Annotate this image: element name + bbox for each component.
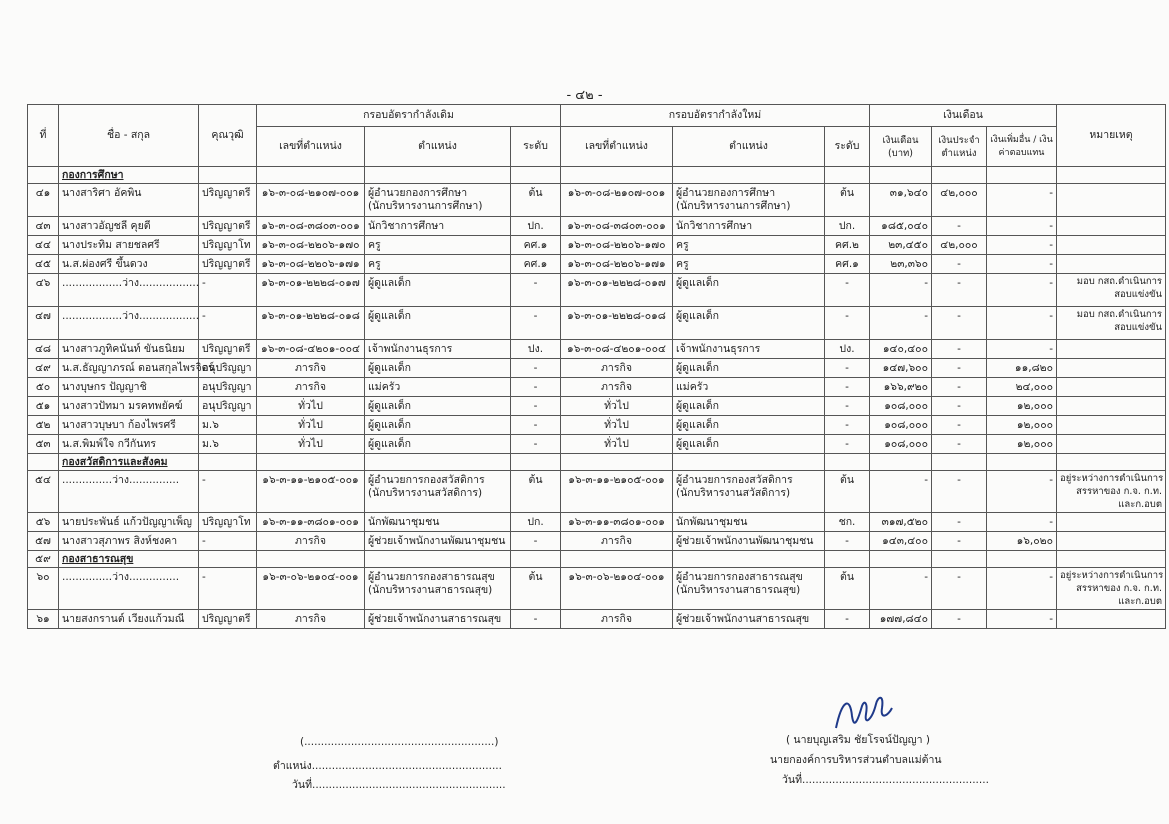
remark-text: อยู่ระหว่างการดำเนินการ <box>1060 473 1164 484</box>
allowance-amount: - <box>957 474 961 486</box>
old-level: - <box>533 438 538 450</box>
old-level: ปก. <box>527 220 544 232</box>
old-position-title: ผู้ช่วยเจ้าพนักงานพัฒนาชุมชน <box>368 535 506 547</box>
allowance-amount: - <box>957 516 961 528</box>
header-other-pay: เงินเพิ่มอื่น / เงินค่าตอบแทน <box>987 127 1057 167</box>
new-position-number: ภารกิจ <box>601 535 632 547</box>
new-position-title: ผู้อำนวยกองการศึกษา <box>676 187 776 199</box>
salary-amount: ๓๑๗,๕๒๐ <box>881 516 928 528</box>
header-old-position-no: เลขที่ตำแหน่ง <box>257 127 365 167</box>
row-number <box>28 167 59 184</box>
remark-text: สอบแข่งขัน <box>1114 322 1163 333</box>
old-level: - <box>533 419 538 431</box>
old-position-title: ผู้อำนวยกองการศึกษา <box>368 187 468 199</box>
old-position-title: ผู้ดูแลเด็ก <box>368 277 411 289</box>
new-position-title: นักวิชาการศึกษา <box>676 220 753 232</box>
other-pay-amount: ๑๒,๐๐๐ <box>1016 400 1054 412</box>
section-row <box>28 167 1166 184</box>
old-position-number: ๑๖-๓-๐๘-๒๒๐๖-๑๗๐ <box>261 239 360 251</box>
new-level: ปง. <box>839 343 855 355</box>
new-position-title: ครู <box>676 239 689 251</box>
new-level: ต้น <box>840 474 854 486</box>
new-position-number: ๑๖-๓-๐๘-๒๒๐๖-๑๗๐ <box>567 239 666 251</box>
new-level: ชก. <box>838 516 856 528</box>
new-position-title: ผู้ช่วยเจ้าพนักงานสาธารณสุข <box>676 613 810 625</box>
new-position-title: เจ้าพนักงานธุรการ <box>676 343 761 355</box>
other-pay-amount: - <box>1049 474 1054 486</box>
row-number: ๔๓ <box>35 220 51 232</box>
allowance-amount: - <box>957 535 961 547</box>
person-name: นางสาวปัทมา มรคทพยัคฆ์ <box>62 400 183 412</box>
header-name: ชื่อ - สกุล <box>59 105 199 167</box>
person-name: นางสาวอัญชลี คุยตี <box>62 220 151 232</box>
qualification: ปริญญาตรี <box>202 613 251 625</box>
qualification: - <box>202 277 206 289</box>
person-name: น.ส.ผ่องศรี ขึ้นดวง <box>62 258 148 270</box>
row-number: ๕๗ <box>35 535 51 547</box>
new-position-title: ผู้ดูแลเด็ก <box>676 438 719 450</box>
new-position-title: ผู้ดูแลเด็ก <box>676 400 719 412</box>
allowance-amount: - <box>957 571 961 583</box>
person-name: นางบุษกร ปัญญาชิ <box>62 381 147 393</box>
new-level: ปก. <box>838 220 856 232</box>
other-pay-amount: ๑๖,๐๒๐ <box>1016 535 1054 547</box>
new-position-title: ผู้อำนวยการกองสวัสดิการ <box>676 474 793 486</box>
row-number <box>28 454 59 471</box>
table-row <box>28 340 1166 359</box>
table-row <box>28 217 1166 236</box>
table-row <box>28 307 1166 340</box>
old-position-title: ผู้อำนวยการกองสาธารณสุข <box>368 571 495 583</box>
row-number: ๔๕ <box>35 258 51 270</box>
person-name: นางสาริศา อัคพิน <box>62 187 142 199</box>
old-position-number: ภารกิจ <box>295 362 326 374</box>
table-row <box>28 435 1166 454</box>
old-position-number: ทั่วไป <box>298 419 323 431</box>
person-name: นางประทิม สายชลศรี <box>62 239 160 251</box>
new-position-number: ทั่วไป <box>604 419 629 431</box>
header-new-position-no: เลขที่ตำแหน่ง <box>561 127 673 167</box>
other-pay-amount: - <box>1049 258 1054 270</box>
old-level: คศ.๑ <box>523 258 548 270</box>
header-new-level: ระดับ <box>825 127 870 167</box>
section-title: กองสาธารณสุข <box>62 552 134 565</box>
other-pay-amount: - <box>1049 571 1054 583</box>
other-pay-amount: ๑๑,๘๒๐ <box>1014 362 1054 374</box>
qualification: - <box>202 535 206 547</box>
new-position-number: ภารกิจ <box>601 362 632 374</box>
header-new-framework: กรอบอัตรากำลังใหม่ <box>561 105 870 127</box>
old-position-number: ภารกิจ <box>295 381 326 393</box>
old-position-number: ทั่วไป <box>298 438 323 450</box>
remark-text: มอบ กสถ.ดำเนินการ <box>1076 276 1163 287</box>
table-row <box>28 513 1166 532</box>
old-level: - <box>533 400 538 412</box>
new-level: - <box>845 381 849 393</box>
old-position-subtitle: (นักบริหารงานสวัสดิการ) <box>368 487 483 499</box>
salary-amount: ๑๗๗,๘๔๐ <box>879 613 928 625</box>
right-signer-position: นายกองค์การบริหารส่วนตำบลแม่ต้าน <box>770 754 942 766</box>
remark-text: สรรหาของ ก.จ. ก.ท. <box>1076 583 1163 594</box>
qualification: ปริญญาตรี <box>202 220 251 232</box>
remark-text: สอบแข่งขัน <box>1114 289 1163 300</box>
allowance-amount: - <box>957 419 961 431</box>
person-name: น.ส.ธัญญาภรณ์ ดอนสกุลไพรจิตร์ <box>62 362 215 374</box>
old-position-number: ๑๖-๓-๑๑-๒๑๐๕-๐๐๑ <box>262 474 359 486</box>
salary-amount: ๑๖๖,๙๒๐ <box>883 381 928 393</box>
salary-amount: ๑๘๕,๐๔๐ <box>881 220 928 232</box>
qualification: ปริญญาโท <box>202 516 251 528</box>
header-no: ที่ <box>28 105 59 167</box>
qualification: ปริญญาตรี <box>202 187 251 199</box>
old-position-title: แม่ครัว <box>368 381 401 393</box>
row-number: ๕๒ <box>35 419 51 431</box>
page-number: - ๔๒ - <box>566 88 603 103</box>
qualification: - <box>202 571 206 583</box>
new-level: - <box>845 535 849 547</box>
old-position-number: ๑๖-๓-๐๑-๒๒๒๘-๐๑๘ <box>261 310 360 322</box>
old-position-number: ๑๖-๓-๐๑-๒๒๒๘-๐๑๗ <box>261 277 360 289</box>
allowance-amount: - <box>957 277 961 289</box>
new-level: คศ.๑ <box>835 258 859 270</box>
remark-text: มอบ กสถ.ดำเนินการ <box>1076 309 1163 320</box>
row-number: ๖๑ <box>36 613 50 625</box>
old-position-title: ผู้อำนวยการกองสวัสดิการ <box>368 474 485 486</box>
new-position-number: ทั่วไป <box>604 438 629 450</box>
new-position-title: ผู้ดูแลเด็ก <box>676 362 719 374</box>
new-level: - <box>845 362 849 374</box>
row-number: ๕๑ <box>35 400 51 412</box>
new-level: - <box>845 419 849 431</box>
allowance-amount: - <box>957 343 961 355</box>
right-signer-date: วันที่........................................................ <box>782 774 989 786</box>
allowance-amount: - <box>957 258 961 270</box>
other-pay-amount: - <box>1049 343 1054 355</box>
salary-amount: - <box>924 571 928 583</box>
remark-text: อยู่ระหว่างการดำเนินการ <box>1060 570 1164 581</box>
left-signer-name: (.........................................................) <box>300 736 499 748</box>
old-position-title: เจ้าพนักงานธุรการ <box>368 343 453 355</box>
table-row <box>28 532 1166 551</box>
qualification: - <box>202 474 206 486</box>
person-name: ...............ว่าง............... <box>62 474 180 486</box>
old-position-subtitle: (นักบริหารงานสาธารณสุข) <box>368 584 493 596</box>
table-row <box>28 274 1166 307</box>
allowance-amount: - <box>957 438 961 450</box>
new-level: ต้น <box>840 571 854 583</box>
new-level: ต้น <box>840 187 854 199</box>
qualification: ปริญญาตรี <box>202 343 251 355</box>
allowance-amount: - <box>957 310 961 322</box>
other-pay-amount: - <box>1049 310 1054 322</box>
remark-text: และก.อบต <box>1118 596 1163 607</box>
old-position-title: ผู้ดูแลเด็ก <box>368 419 411 431</box>
header-old-level: ระดับ <box>511 127 561 167</box>
qualification: ม.๖ <box>202 419 219 431</box>
old-position-number: ๑๖-๓-๐๘-๒๑๐๗-๐๐๑ <box>261 187 360 199</box>
new-position-title: นักพัฒนาชุมชน <box>676 516 748 528</box>
remark-text: สรรหาของ ก.จ. ก.ท. <box>1076 486 1163 497</box>
row-number: ๕๓ <box>35 438 51 450</box>
qualification: ปริญญาตรี <box>202 258 251 270</box>
table-row <box>28 236 1166 255</box>
other-pay-amount: ๑๒,๐๐๐ <box>1016 419 1054 431</box>
left-signer-date: วันที่.......................................................... <box>292 779 506 791</box>
new-level: คศ.๒ <box>835 239 859 251</box>
new-position-number: ๑๖-๓-๐๖-๒๑๐๔-๐๐๑ <box>568 571 665 583</box>
row-number: ๕๔ <box>35 474 51 486</box>
person-name: นายประพันธ์ แก้วปัญญาเพ็ญ <box>62 516 192 528</box>
old-level: - <box>533 613 538 625</box>
old-position-number: ภารกิจ <box>295 613 326 625</box>
old-position-number: ๑๖-๓-๐๘-๓๘๐๓-๐๐๑ <box>261 220 360 232</box>
old-level: ต้น <box>528 187 543 199</box>
old-level: คศ.๑ <box>523 239 548 251</box>
salary-amount: ๑๔๓,๔๐๐ <box>882 535 928 547</box>
new-position-title: ผู้ดูแลเด็ก <box>676 310 719 322</box>
table-row <box>28 568 1166 610</box>
row-number: ๔๑ <box>35 187 51 199</box>
person-name: นางสาวสุภาพร สิงห์ชงคา <box>62 535 178 547</box>
old-level: ต้น <box>528 474 543 486</box>
other-pay-amount: - <box>1049 613 1054 625</box>
qualification: ปริญญาโท <box>202 239 251 251</box>
person-name: ..................ว่าง.................. <box>62 277 200 289</box>
right-signer-name: ( นายบุญเสริม ชัยโรจน์ปัญญา ) <box>786 734 930 746</box>
salary-amount: ๒๓,๔๕๐ <box>888 239 928 251</box>
old-position-title: ผู้ดูแลเด็ก <box>368 310 411 322</box>
old-position-title: ครู <box>368 239 381 251</box>
table-row <box>28 359 1166 378</box>
person-name: นางสาวบุษบา ก้องไพรศรี <box>62 419 176 431</box>
old-position-title: นักวิชาการศึกษา <box>368 220 445 232</box>
salary-amount: ๑๔๗,๖๐๐ <box>882 362 928 374</box>
old-position-title: นักพัฒนาชุมชน <box>368 516 440 528</box>
new-level: - <box>845 310 849 322</box>
new-level: - <box>845 277 849 289</box>
old-position-title: ผู้ดูแลเด็ก <box>368 362 411 374</box>
salary-amount: ๑๐๘,๐๐๐ <box>884 419 928 431</box>
old-level: - <box>533 362 538 374</box>
new-position-number: ๑๖-๓-๐๘-๓๘๐๓-๐๐๑ <box>567 220 666 232</box>
new-position-number: ๑๖-๓-๐๑-๒๒๒๘-๐๑๘ <box>567 310 666 322</box>
salary-amount: - <box>924 277 928 289</box>
row-number: ๕๙ <box>28 551 59 568</box>
person-name: นางสาวภูทิคนันท์ ขันธนิยม <box>62 343 185 355</box>
qualification: อนุปริญญา <box>202 400 252 412</box>
row-number: ๔๔ <box>35 239 51 251</box>
new-position-title: ครู <box>676 258 689 270</box>
qualification: อนุปริญญา <box>202 362 252 374</box>
new-position-number: ๑๖-๓-๑๑-๒๑๐๕-๐๐๑ <box>568 474 665 486</box>
other-pay-amount: - <box>1049 220 1054 232</box>
old-level: ปก. <box>527 516 544 528</box>
header-new-position: ตำแหน่ง <box>673 127 825 167</box>
table-row <box>28 255 1166 274</box>
new-position-title: ผู้ดูแลเด็ก <box>676 419 719 431</box>
allowance-amount: - <box>957 613 961 625</box>
old-level: - <box>533 535 538 547</box>
header-salary-group: เงินเดือน <box>870 105 1057 127</box>
table-row <box>28 471 1166 513</box>
table-row <box>28 378 1166 397</box>
new-position-title: แม่ครัว <box>676 381 709 393</box>
allowance-amount: - <box>957 381 961 393</box>
new-position-subtitle: (นักบริหารงานสาธารณสุข) <box>676 584 801 596</box>
other-pay-amount: ๒๔,๐๐๐ <box>1015 381 1054 393</box>
new-position-title: ผู้อำนวยการกองสาธารณสุข <box>676 571 803 583</box>
header-salary: เงินเดือน (บาท) <box>870 127 932 167</box>
header-qualification: คุณวุฒิ <box>199 105 257 167</box>
qualification: - <box>202 310 206 322</box>
row-number: ๔๗ <box>35 310 51 322</box>
new-position-number: ๑๖-๓-๐๘-๒๑๐๗-๐๐๑ <box>567 187 666 199</box>
row-number: ๕๐ <box>35 381 51 393</box>
new-position-number: ๑๖-๓-๑๑-๓๘๐๑-๐๐๑ <box>568 516 665 528</box>
allowance-amount: - <box>957 362 961 374</box>
section-title: กองการศึกษา <box>62 168 124 181</box>
other-pay-amount: - <box>1049 239 1054 251</box>
new-position-number: ๑๖-๓-๐๘-๔๒๐๑-๐๐๔ <box>567 343 666 355</box>
table-row <box>28 397 1166 416</box>
table-row <box>28 184 1166 217</box>
allowance-amount: ๔๒,๐๐๐ <box>940 239 978 251</box>
old-position-number: ภารกิจ <box>295 535 326 547</box>
header-remark: หมายเหตุ <box>1057 105 1166 167</box>
salary-amount: - <box>924 474 928 486</box>
allowance-amount: - <box>957 220 961 232</box>
new-position-title: ผู้ช่วยเจ้าพนักงานพัฒนาชุมชน <box>676 535 814 547</box>
section-title: กองสวัสดิการและสังคม <box>62 455 168 468</box>
row-number: ๕๖ <box>35 516 51 528</box>
old-position-title: ครู <box>368 258 381 270</box>
old-position-title: ผู้ช่วยเจ้าพนักงานสาธารณสุข <box>368 613 502 625</box>
old-position-title: ผู้ดูแลเด็ก <box>368 438 411 450</box>
new-position-number: ภารกิจ <box>601 381 632 393</box>
old-level: - <box>533 277 538 289</box>
old-position-number: ๑๖-๓-๐๖-๒๑๐๔-๐๐๑ <box>262 571 359 583</box>
old-level: ต้น <box>528 571 543 583</box>
salary-amount: ๑๐๘,๐๐๐ <box>884 438 928 450</box>
other-pay-amount: ๑๒,๐๐๐ <box>1016 438 1054 450</box>
person-name: น.ส.พิมพ์ใจ กวีกันทร <box>62 438 156 450</box>
salary-amount: ๓๑,๖๔๐ <box>889 187 928 199</box>
old-level: ปง. <box>527 343 544 355</box>
new-position-number: ภารกิจ <box>601 613 632 625</box>
salary-amount: - <box>924 310 928 322</box>
new-level: - <box>845 438 849 450</box>
table-row <box>28 610 1166 629</box>
row-number: ๔๖ <box>35 277 51 289</box>
qualification: อนุปริญญา <box>202 381 252 393</box>
remark-text: และก.อบต <box>1118 499 1163 510</box>
old-position-number: ๑๖-๓-๐๘-๔๒๐๑-๐๐๔ <box>261 343 360 355</box>
row-number: ๔๙ <box>35 362 51 374</box>
table-row <box>28 416 1166 435</box>
new-position-number: ๑๖-๓-๐๑-๒๒๒๘-๐๑๗ <box>567 277 666 289</box>
header-old-position: ตำแหน่ง <box>365 127 511 167</box>
header-allowance: เงินประจำ ตำแหน่ง <box>932 127 987 167</box>
person-name: ..................ว่าง.................. <box>62 310 200 322</box>
section-row <box>28 454 1166 471</box>
new-position-number: ทั่วไป <box>604 400 629 412</box>
new-position-subtitle: (นักบริหารงานสวัสดิการ) <box>676 487 791 499</box>
salary-amount: ๑๔๐,๔๐๐ <box>882 343 928 355</box>
person-name: นายสงกรานต์ เวียงแก้วมณี <box>62 613 185 625</box>
old-position-number: ทั่วไป <box>298 400 323 412</box>
left-signer-position: ตำแหน่ง......................................................... <box>273 760 502 772</box>
other-pay-amount: - <box>1049 277 1054 289</box>
row-number: ๖๐ <box>36 571 50 583</box>
new-level: - <box>845 613 849 625</box>
header-old-framework: กรอบอัตรากำลังเดิม <box>257 105 561 127</box>
salary-amount: ๒๓,๓๖๐ <box>890 258 928 270</box>
old-position-number: ๑๖-๓-๐๘-๒๒๐๖-๑๗๑ <box>261 258 360 270</box>
new-level: - <box>845 400 849 412</box>
row-number: ๔๘ <box>34 343 52 355</box>
old-position-number: ๑๖-๓-๑๑-๓๘๐๑-๐๐๑ <box>262 516 359 528</box>
new-position-number: ๑๖-๓-๐๘-๒๒๐๖-๑๗๑ <box>567 258 666 270</box>
allowance-amount: - <box>957 400 961 412</box>
new-position-subtitle: (นักบริหารงานการศึกษา) <box>676 200 791 212</box>
qualification: ม.๖ <box>202 438 219 450</box>
person-name: ...............ว่าง............... <box>62 571 180 583</box>
salary-amount: ๑๐๘,๐๐๐ <box>884 400 928 412</box>
old-level: - <box>533 310 538 322</box>
allowance-amount: ๔๒,๐๐๐ <box>940 187 978 199</box>
other-pay-amount: - <box>1049 516 1054 528</box>
old-position-subtitle: (นักบริหารงานการศึกษา) <box>368 200 483 212</box>
old-level: - <box>533 381 538 393</box>
new-position-title: ผู้ดูแลเด็ก <box>676 277 719 289</box>
old-position-title: ผู้ดูแลเด็ก <box>368 400 411 412</box>
other-pay-amount: - <box>1049 187 1054 199</box>
staff-table <box>27 104 1166 629</box>
section-row <box>28 551 1166 568</box>
